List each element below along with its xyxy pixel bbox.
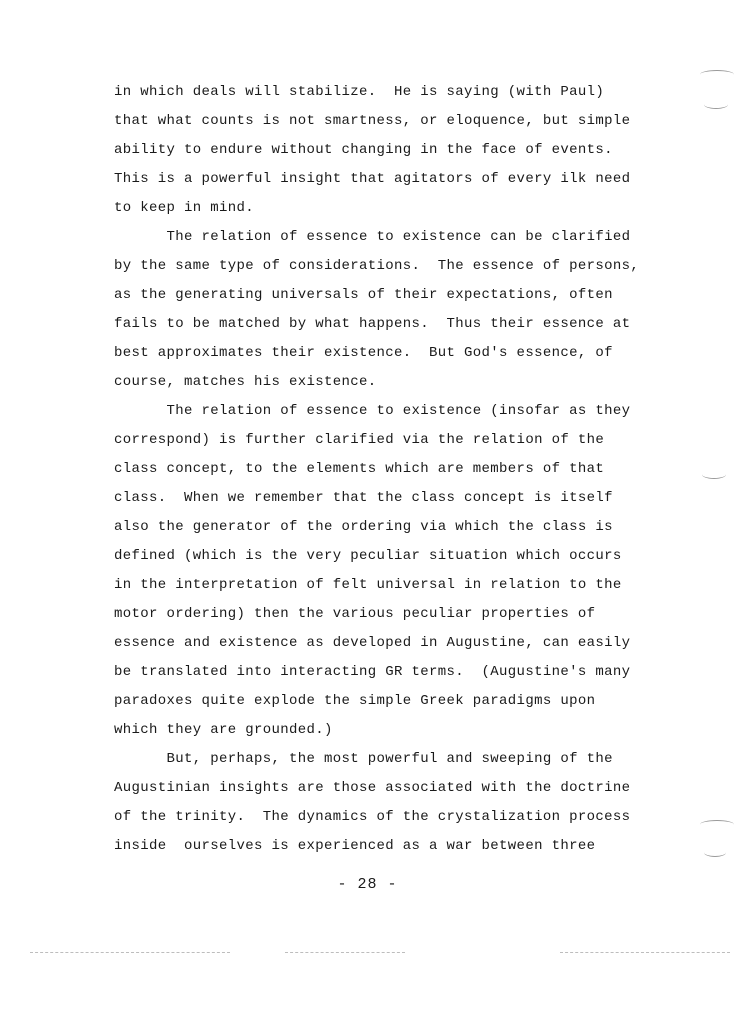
text-line: class concept, to the elements which are members of that [114,461,605,477]
scan-artifact [30,952,230,953]
scan-artifact [560,952,730,953]
text-line: defined (which is the very peculiar situation which occurs [114,548,622,564]
text-line: by the same type of considerations. The essence of persons, [114,258,640,274]
text-line: The relation of essence to existence can be clarified [114,229,631,245]
text-line: be translated into interacting GR terms. (Augustine's many [114,664,631,680]
text-line: But, perhaps, the most powerful and sweeping of the [114,751,613,767]
text-line: motor ordering) then the various peculiar properties of [114,606,596,622]
text-line: also the generator of the ordering via which the class is [114,519,613,535]
text-line: of the trinity. The dynamics of the crystalization process [114,809,631,825]
page-number: - 28 - [337,876,398,893]
text-line: paradoxes quite explode the simple Greek paradigms upon [114,693,596,709]
text-line: The relation of essence to existence (insofar as they [114,403,631,419]
text-line: in the interpretation of felt universal in relation to the [114,577,622,593]
scan-artifact [285,952,405,953]
text-line: correspond) is further clarified via the relation of the [114,432,605,448]
text-line: inside ourselves is experienced as a war between three [114,838,596,854]
text-line: course, matches his existence. [114,374,377,390]
scan-artifact [700,820,734,829]
body-text [114,78,674,861]
text-line: Augustinian insights are those associated with the doctrine [114,780,631,796]
text-line: This is a powerful insight that agitators of every ilk need [114,171,631,187]
text-line: which they are grounded.) [114,722,333,738]
text-line: fails to be matched by what happens. Thus their essence at [114,316,631,332]
text-line: essence and existence as developed in Augustine, can easily [114,635,631,651]
scan-artifact [702,470,726,479]
text-line: that what counts is not smartness, or eloquence, but simple [114,113,631,129]
scan-artifact [704,100,728,109]
text-line: in which deals will stabilize. He is saying (with Paul) [114,84,605,100]
text-line: ability to endure without changing in the face of events. [114,142,613,158]
text-line: to keep in mind. [114,200,255,216]
scan-artifact [700,70,734,79]
text-line: best approximates their existence. But God's essence, of [114,345,613,361]
scan-artifact [704,848,726,857]
text-line: class. When we remember that the class concept is itself [114,490,613,506]
text-line: as the generating universals of their expectations, often [114,287,613,303]
